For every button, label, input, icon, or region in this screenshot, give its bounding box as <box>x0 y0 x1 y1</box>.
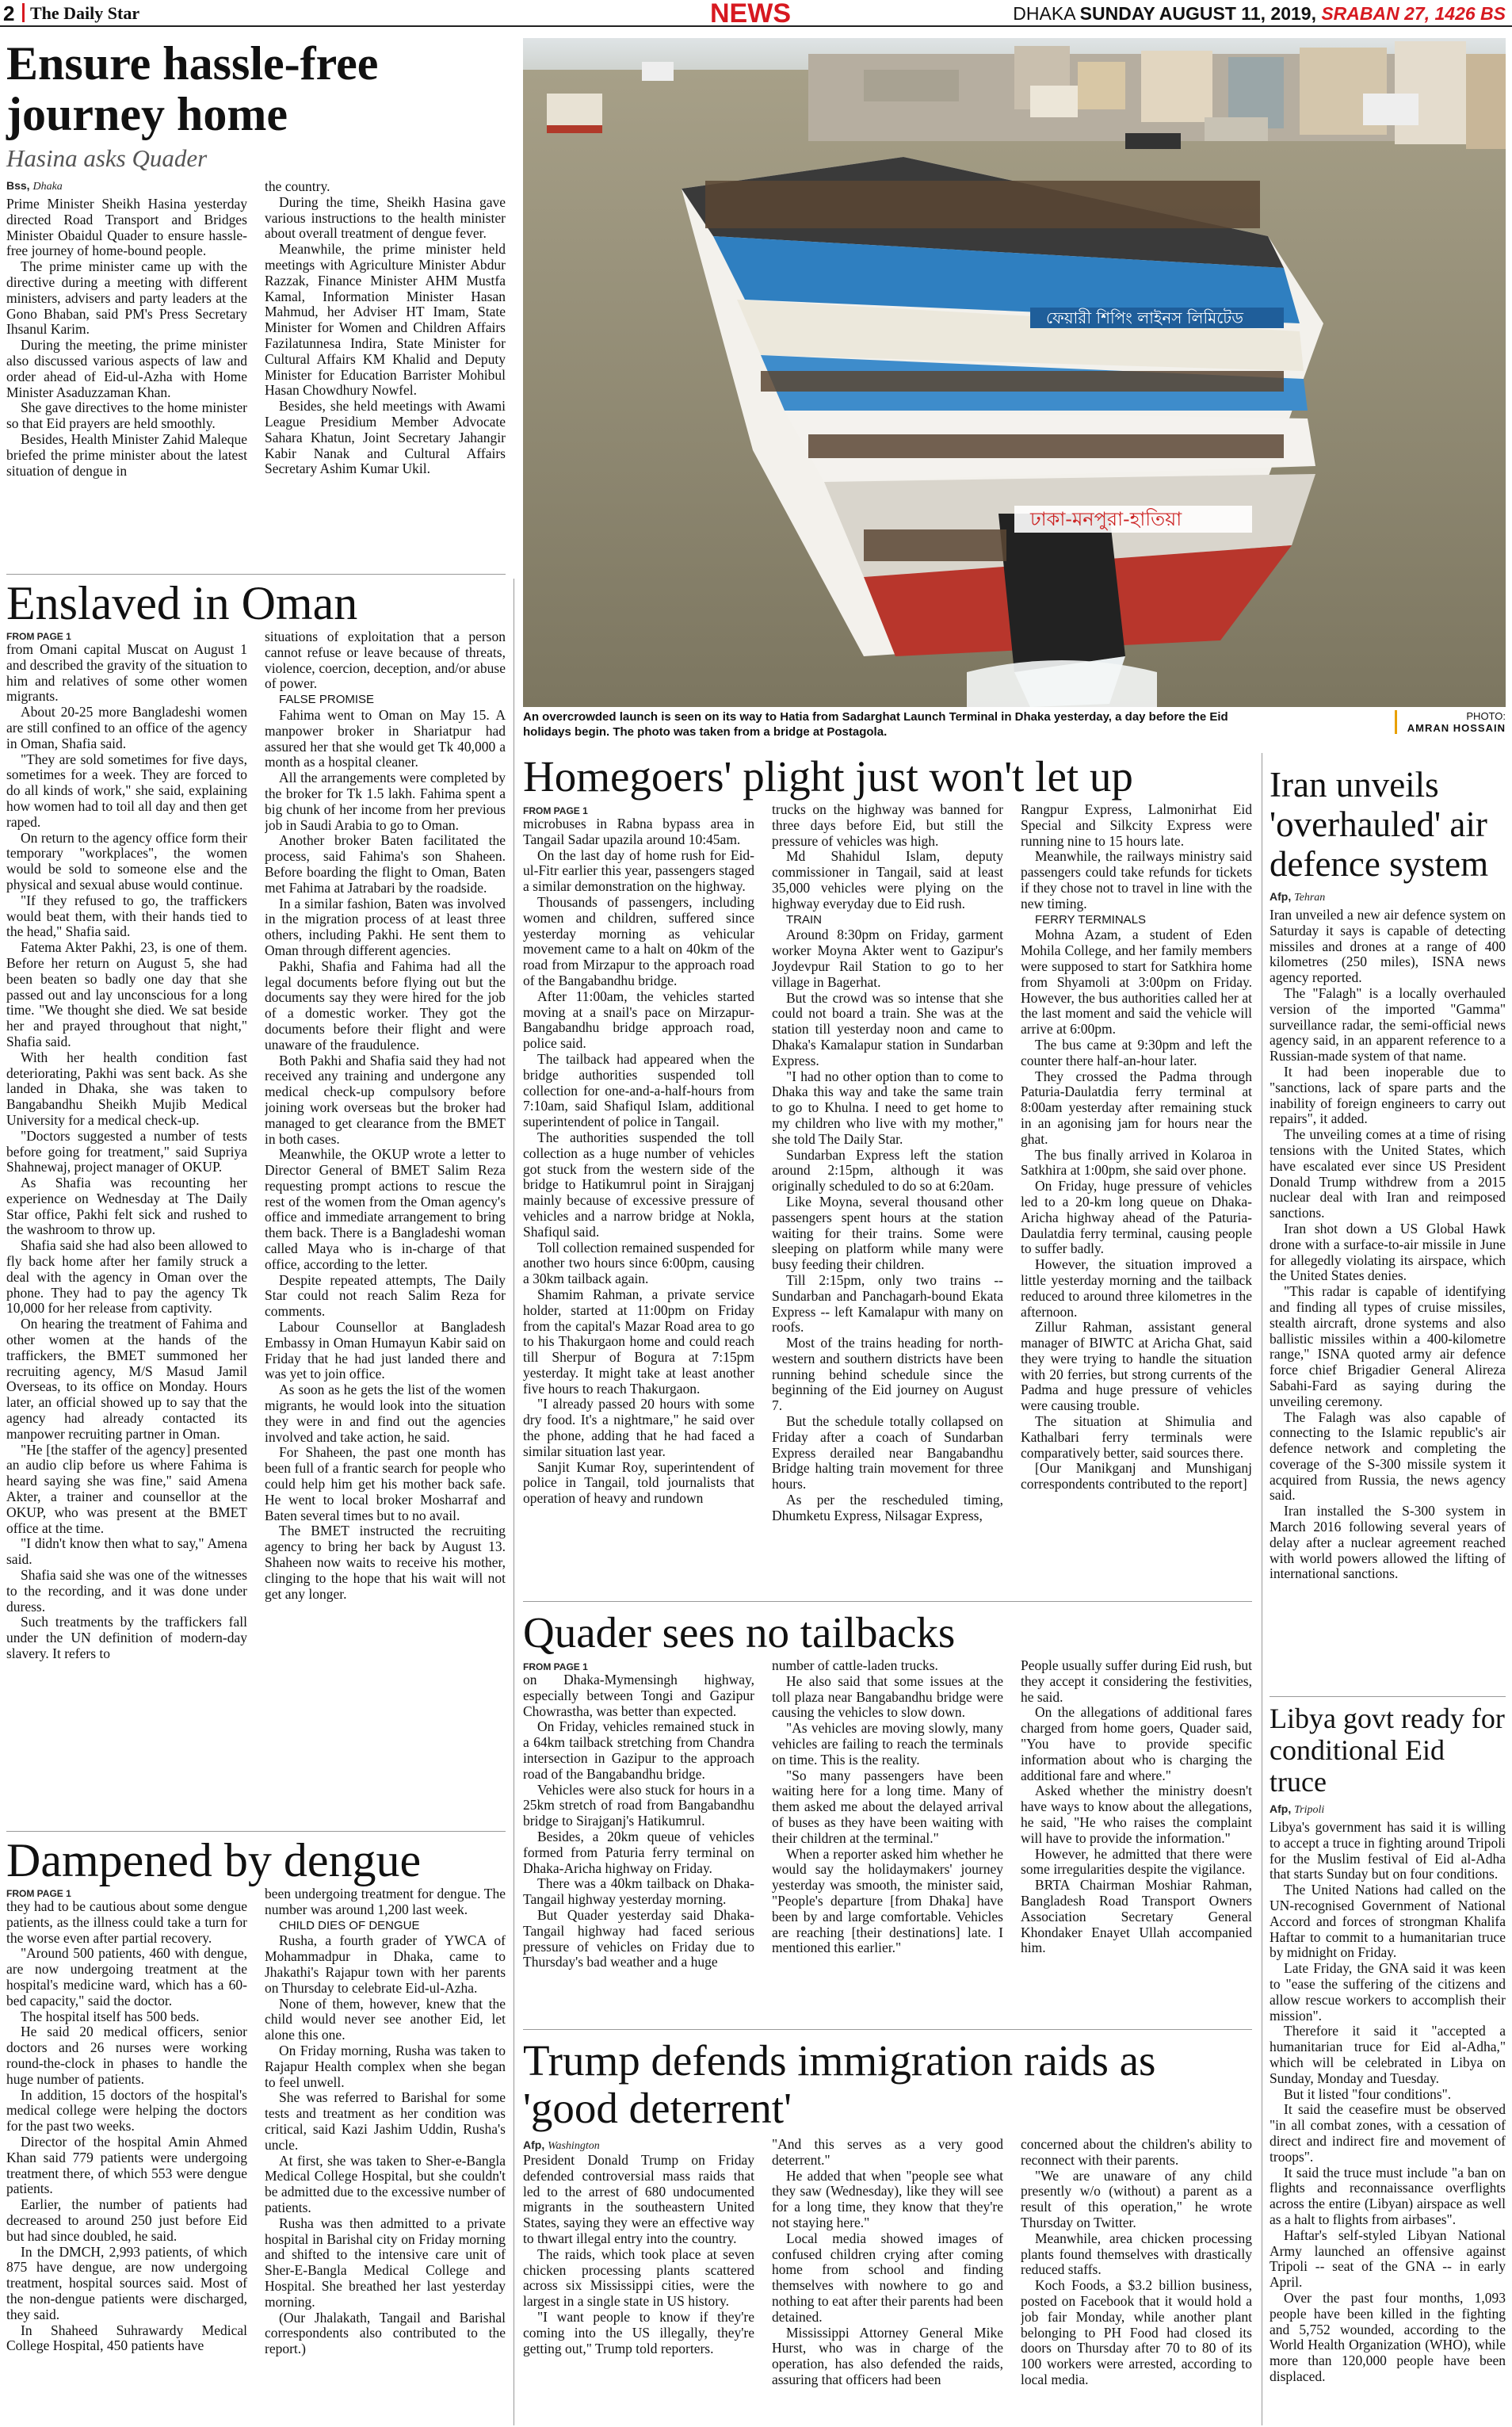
paragraph: Iran unveiled a new air defence system on Saturday it says is capable of detecting missiles and drones at a range of 400 kilometres (250 miles), ISNA news agency reported. <box>1270 908 1506 986</box>
paragraph: On hearing the treatment of Fahima and other women at the hands of the traffickers, the BMET summoned her recruiting agency, M/S Masud Jamil Overseas, to its office on Monday. Hours later, an official showed up to say that the agency had already contacted its manpower recruiting partner in Oman. <box>6 1316 247 1442</box>
paragraph: President Donald Trump on Friday defended controversial mass raids that led to the arrest of 680 undocumented migrants in the southeastern United States, saying they were an effective way to thwart illegal entry into the country. <box>523 2153 754 2246</box>
paragraph: The BMET instructed the recruiting agency to bring her back by August 13. Shaheen now waits to receive his mother, clinging to the hope that his wait will not get any longer. <box>265 1523 506 1602</box>
paragraph: CHILD DIES OF DENGUE <box>279 1918 420 1932</box>
paragraph: She gave directives to the home minister so that Eid prayers are held smoothly. <box>6 399 247 432</box>
paragraph: Besides, she held meetings with Awami League Presidium Member Advocate Sahara Khatun, Joint Secretary Jahangir Kabir Nanak and Cultural Affairs Secretary Ashim Kumar Ukil. <box>265 398 506 477</box>
paragraph: Rusha was then admitted to a private hospital in Barishal city on Friday morning and shifted to the intensive care unit of Sher-E-Bangla Medical College and Hospital. She breathed her last yesterday morning. <box>265 2215 506 2310</box>
paragraph: TRAIN <box>786 912 822 927</box>
headline: Quader sees no tailbacks <box>523 1608 956 1657</box>
paragraph: situations of exploitation that a person cannot refuse or leave because of threats, violence, coercion, deception, and/or abuse of power. <box>265 629 506 692</box>
paragraph: But the schedule totally collapsed on Friday after a coach of Sundarban Express derailed near Bangabandhu Bridge halting train movement for three hours. <box>772 1413 1003 1493</box>
paragraph: Vehicles were also stuck for hours in a 25km stretch of road from Bangabandhu bridge to Sirajganj's Hatikumrul. <box>523 1781 754 1829</box>
paragraph: Till 2:15pm, only two trains -- Sundarban and Panchagarh-bound Ekata Express -- left Kamalapur with many on roofs. <box>772 1271 1003 1336</box>
paragraph: Prime Minister Sheikh Hasina yesterday directed Road Transport and Bridges Minister Obaidul Quader to ensure hassle-free journey of home-bound people. <box>6 197 247 259</box>
byline <box>1270 890 1506 904</box>
paragraph: trucks on the highway was banned for three days before Eid, but still the pressure of vehicles was high. <box>772 802 1003 849</box>
col <box>1270 908 1506 1637</box>
article-iran-air-defence <box>1270 765 1506 1708</box>
paragraph: Mohna Azam, a student of Eden Mohila College, and her family members were supposed to start for Satkhira home from Shyamoli at 3:00pm on Friday. However, the bus authorities called her at the last moment and said the vehicle will arrive at 6:00pm. <box>1021 927 1252 1038</box>
paragraph: As Shafia was recounting her experience on Wednesday at The Daily Star office, Pakhi felt sick and rushed to the washroom to throw up. <box>6 1175 247 1238</box>
paragraph: Fatema Akter Pakhi, 23, is one of them. Before her return on August 5, she had been beaten so badly one day that she passed out and lay unconscious for a long time. "We thought she died. We sat beside her and prayed throughout that night," Shafia said. <box>6 939 247 1049</box>
byline-place: Tripoli <box>1294 1804 1325 1816</box>
paragraph: Besides, a 20km queue of vehicles formed from Paturia ferry terminal on Dhaka-Aricha highway on Friday. <box>523 1828 754 1876</box>
paragraph: About 20-25 more Bangladeshi women are still confined to an office of the agency in Oman, Shafia said. <box>6 704 247 751</box>
byline-place: Washington <box>548 2140 600 2152</box>
paragraph: Mississippi Attorney General Mike Hurst, who was in charge of the operation, has also defended the raids, assuring that officers had been <box>772 2324 1003 2387</box>
paragraph: Shafia said she had also been allowed to fly back home after her family struck a deal with the agency in Oman over the phone. They had to pay the agency Tk 10,000 for her release from captivity. <box>6 1237 247 1317</box>
paragraph: Besides, Health Minister Zahid Maleque briefed the prime minister about the latest situation of dengue in <box>6 430 247 479</box>
paragraph: Shafia said she was one of the witnesses to the recording, and it was done under duress. <box>6 1567 247 1615</box>
paragraph: She was referred to Barishal for some tests and treatment as her condition was critical, said Kazi Jashim Uddin, Rusha's uncle. <box>265 2089 506 2153</box>
byline-agency: Afp, <box>1270 1802 1292 1815</box>
page-number: 2 <box>3 2 15 25</box>
paragraph: Most of the trains heading for north-western and southern districts have been running behind schedule since the beginning of the Eid journey on August 7. <box>772 1335 1003 1414</box>
paragraph: But Quader yesterday said Dhaka-Tangail highway had faced serious pressure of vehicles on Friday due to Thursday's bad weather and a huge <box>523 1906 754 1970</box>
paragraph: Haftar's self-styled Libyan National Army launched an offensive against Tripoli -- seat of the GNA -- in early April. <box>1270 2226 1506 2291</box>
article-trump-defends-raids <box>523 2037 1252 2425</box>
col <box>523 2153 754 2418</box>
col <box>1021 802 1252 1597</box>
dateline <box>1013 3 1506 25</box>
paragraph: Fahima went to Oman on May 15. A manpower broker in Shariatpur had assured her that she would get Tk 40,000 a month as a hospital cleaner. <box>265 706 506 770</box>
paragraph: Md Shahidul Islam, deputy commissioner in Tangail, said at least 35,000 vehicles were plying on the highway everyday due to Eid rush. <box>772 848 1003 912</box>
paragraph: The raids, which took place at seven chicken processing plants scattered across six Mississippi cities, were the largest in a single state in US history. <box>523 2245 754 2310</box>
paragraph: He also said that some issues at the toll plaza near Bangabandhu bridge were causing the vehicles to slow down. <box>772 1672 1003 1721</box>
paragraph: The United Nations had called on the UN-recognised Government of National Accord and forces of strongman Khalifa Haftar to commit to a humanitarian truce by midnight on Friday. <box>1270 1882 1506 1961</box>
paragraph: Despite repeated attempts, The Daily Star could not reach Salim Reza for comments. <box>265 1271 506 1320</box>
paragraph: On the last day of home rush for Eid-ul-Fitr earlier this year, passengers staged a similar demonstration on the highway. <box>523 847 754 895</box>
paragraph: The bus finally arrived in Kolaroa in Satkhira at 1:00pm, she said over phone. <box>1021 1146 1252 1179</box>
paragraph: number of cattle-laden trucks. <box>772 1658 938 1673</box>
from-page: FROM PAGE 1 <box>6 631 71 642</box>
paragraph: "They are sold sometimes for five days, sometimes for a week. They are forced to do all kinds of work," she said, explaining how women had to toil all day and then get raped. <box>6 751 247 830</box>
paragraph: In the DMCH, 2,993 patients, of which 875 have dengue, are now undergoing treatment, hospital sources said. Most of the non-dengue patients were discharged, they said. <box>6 2243 247 2322</box>
article-enslaved-in-oman <box>6 579 506 1827</box>
col <box>772 2137 1003 2418</box>
paragraph: However, the situation improved a little yesterday morning and the tailback reduced to around three kilometres in the afternoon. <box>1021 1256 1252 1320</box>
paragraph: the country. <box>265 179 330 194</box>
paragraph: The "Falagh" is a locally overhauled version of the imported "Gamma" surveillance radar, the semi-official news agency said, in an apparent reference to a Russian-made system of that name. <box>1270 984 1506 1064</box>
col <box>772 1658 1003 2045</box>
paragraph: Like Moyna, several thousand other passengers spent hours at the station waiting for their trains. Some were sleeping on platform while many were busy feeding their children. <box>772 1193 1003 1273</box>
article-libya-truce <box>1270 1703 1506 2424</box>
paragraph: Asked whether the ministry doesn't have ways to know about the allegations, he said, "He who raises the complaint will have to provide the information." <box>1021 1783 1252 1846</box>
paragraph: Koch Foods, a $3.2 billion business, posted on Facebook that it would hold a job fair Monday, while another plant belonging to PH Food had closed its doors on Thursday after 70 to 80 of its 100 workers were arrested, according to local media. <box>1021 2277 1252 2387</box>
paragraph: "Doctors suggested a number of tests before going for treatment," said Supriya Shahnewaj, project manager of OKUP. <box>6 1127 247 1175</box>
paragraph: In a similar fashion, Baten was involved in the migration process of at least three others, including Pakhi. He sent them to Oman through different agencies. <box>265 895 506 958</box>
paragraph: Meanwhile, the OKUP wrote a letter to Director General of BMET Salim Reza requesting prompt actions to rescue the rest of the women from the Oman agency's office and immediate arrangement to bring them back. There is a Bangladeshi woman called Maya who is in-charge of that office, according to the letter. <box>265 1146 506 1272</box>
paragraph: on Dhaka-Mymensingh highway, especially between Tongi and Gazipur Chowrastha, was better than expected. <box>523 1672 754 1719</box>
paragraph: All the arrangements were completed by the broker for Tk 1.5 lakh. Fahima spent a big chunk of her income from her previous job in Saudi Arabia to go to Oman. <box>265 770 506 833</box>
headline: Iran unveils 'overhauled' air defence system <box>1270 765 1489 884</box>
paragraph: Pakhi, Shafia and Fahima had all the legal documents before flying out but the documents say they were hired for the job of a domestic worker. They got the documents before their flight and were unaware of the fraudulence. <box>265 957 506 1053</box>
paragraph: "We are unaware of any child presently w/o (without) a parent as a result of this operation," he wrote Thursday on Twitter. <box>1021 2167 1252 2230</box>
paragraph: Late Friday, the GNA said it was keen to "ease the suffering of the citizens and allow rescue workers to accomplish their mission". <box>1270 1960 1506 2024</box>
article-quader-sees-no-tailbacks <box>523 1609 1252 2021</box>
paragraph: Another broker Baten facilitated the process, said Fahima's son Shaheen. Before boarding the flight to Oman, Baten met Fahima at Jatrabari by the roadside. <box>265 832 506 896</box>
paragraph: They crossed the Padma through Paturia-Daulatdia ferry terminal at 8:00am yesterday after remaining stuck in an agonising jam for hours near the ghat. <box>1021 1068 1252 1147</box>
paragraph: In addition, 15 doctors of the hospital's medical college were helping the doctors for the past two weeks. <box>6 2086 247 2135</box>
paragraph: Zillur Rahman, assistant general manager of BIWTC at Aricha Ghat, said they were trying to handle the situation with 20 ferries, but strong currents of the Padma and huge pressure of vehicles were causing trouble. <box>1021 1319 1252 1414</box>
paragraph: It said the ceasefire must be observed "in all combat zones, with a cessation of direct and indirect fire and movement of troops". <box>1270 2101 1506 2165</box>
paragraph: "As vehicles are moving slowly, many vehicles are failing to reach the terminals on time. This is the reality. <box>772 1720 1003 1768</box>
paragraph: "I had no other option than to come to Dhaka this way and take the same train to go to Khulna. I need to get home to my children who live with my mother," she told The Daily Star. <box>772 1068 1003 1147</box>
paragraph: Rusha, a fourth grader of YWCA of Mohammadpur in Dhaka, came to Jhakathi's Rajapur town with her parents on Thursday to celebrate Eid-ul-Azha. <box>265 1932 506 1996</box>
col <box>6 1899 247 2422</box>
col <box>265 629 506 1831</box>
paragraph: "I want people to know if they're coming into the US illegally, they're getting out," Trump told reporters. <box>523 2308 754 2356</box>
from-page: FROM PAGE 1 <box>523 805 588 816</box>
launch-photo-illustration <box>523 38 1506 707</box>
dateline-city: DHAKA <box>1013 3 1075 24</box>
photo-caption: An overcrowded launch is seen on its way to Hatia from Sadarghat Launch Terminal in Dhaka yesterday, a day before the Eid holidays begin. The photo was taken from a bridge at Postagola. <box>523 710 1228 739</box>
ship-sign-company: ফেয়ারী শিপিং লাইনস লিমিটেড <box>1046 308 1243 327</box>
paragraph: On Friday, huge pressure of vehicles led to a 20-km long queue on Dhaka-Aricha highway ahead of the Paturia-Daulatdia ferry terminal, causing people to suffer badly. <box>1021 1178 1252 1257</box>
byline-place: Tehran <box>1294 892 1326 904</box>
paragraph: Therefore it said it "accepted a humanitarian truce for Eid al-Adha," which will be celebrated in Libya on Sunday, Monday and Tuesday. <box>1270 2023 1506 2086</box>
paragraph: Around 8:30pm on Friday, garment worker Moyna Akter went to Gazipur's Joydevpur Rail Station to go to her village in Bagerhat. <box>772 927 1003 990</box>
paragraph: People usually suffer during Eid rush, but they accept it considering the festivities, he said. <box>1021 1658 1252 1705</box>
paragraph: With her health condition fast deteriorating, Pakhi was sent back. As she landed in Dhaka, she was taken to Bangabandhu Sheikh Mujib Medical University for a medical check-up. <box>6 1049 247 1128</box>
paragraph: Such treatments by the traffickers fall under the UN definition of modern-day slavery. It refers to <box>6 1614 247 1661</box>
paragraph: At first, she was taken to Sher-e-Bangla Medical College Hospital, but she couldn't be admitted due to the excessive number of patients. <box>265 2152 506 2215</box>
col <box>772 802 1003 1597</box>
paragraph: When a reporter asked him whether he would say the holidaymakers' journey yesterday was smooth, the minister said, "People's departure [from Dhaka] have been by and large comfortable. Vehicles are reaching [their destinations] late. I mentioned this earlier." <box>772 1845 1003 1956</box>
paragraph: The unveiling comes at a time of rising tensions with the United States, which have escalated ever since US President Donald Trump withdrew from a 2015 nuclear deal with Iran and reimposed sanctions. <box>1270 1126 1506 1221</box>
paragraph: been undergoing treatment for dengue. The number was around 1,200 last week. <box>265 1886 506 1917</box>
byline-agency: Afp, <box>523 2138 545 2151</box>
masthead-bar <box>0 0 1512 27</box>
headline: Enslaved in Oman <box>6 577 358 629</box>
col <box>1270 1820 1506 2422</box>
page-number-divider <box>22 3 25 22</box>
wake <box>967 660 1157 707</box>
paragraph: "And this serves as a very good deterrent." <box>772 2137 1003 2168</box>
col <box>1021 1658 1252 2045</box>
paragraph: However, he admitted that there were some irregularities despite the vigilance. <box>1021 1845 1252 1878</box>
byline-agency: Afp, <box>1270 890 1292 903</box>
paragraph: FALSE PROMISE <box>279 693 375 707</box>
paragraph: BRTA Chairman Moshiar Rahman, Bangladesh Road Transport Owners Association Secretary General Khondaker Enayet Ullah accompanied him. <box>1021 1877 1252 1956</box>
paragraph: On return to the agency office form their temporary "workplaces", the women would be sold to someone else and the physical and sexual abuse would continue. <box>6 829 247 892</box>
paragraph: On Friday morning, Rusha was taken to Rajapur Health complex when she began to feel unwell. <box>265 2042 506 2090</box>
article-homegoers-plight <box>523 753 1252 1585</box>
paragraph: During the time, Sheikh Hasina gave various instructions to the health minister about overall treatment of dengue fever. <box>265 193 506 242</box>
paragraph: Rangpur Express, Lalmonirhat Eid Special and Silkcity Express were running nine to 15 hours late. <box>1021 802 1252 849</box>
headline: Ensure hassle-free journey home <box>6 37 379 140</box>
credit-name: AMRAN HOSSAIN <box>1407 722 1506 734</box>
col <box>523 1672 754 2045</box>
paragraph: He added that when "people see what they saw (Wednesday), like they will see for a long time, they know that they're not staying here." <box>772 2167 1003 2230</box>
paragraph: The situation at Shimulia and Kathalbari ferry terminals were comparatively better, said sources there. <box>1021 1413 1252 1461</box>
headline: Trump defends immigration raids as 'good deterrent' <box>523 2036 1156 2132</box>
byline <box>1270 1802 1506 1817</box>
paragraph: The prime minister came up with the directive during a meeting with different ministers, advisers and party leaders at the Gono Bhaban, said PM's Press Secretary Ihsanul Karim. <box>6 258 247 338</box>
section-label: NEWS <box>710 0 791 29</box>
paragraph: "I already passed 20 hours with some dry food. It's a nightmare," he said over the phone, adding that he had faced a similar situation last year. <box>523 1396 754 1459</box>
paragraph: Shamim Rahman, a private service holder, started at 11:00pm on Friday from the capital's Mazar Road area to go to his Thakurgaon home and could reach till Sherpur of Bogura at 7:15pm yesterday. It might take at least another five hours to reach Thakurgaon. <box>523 1286 754 1397</box>
paragraph: It said the truce must include "a ban on flights and reconnaissance overflights across the entire (Libyan) airspace as well as a halt to flights from airbases". <box>1270 2164 1506 2227</box>
paragraph: The bus came at 9:30pm and left the counter there half-an-hour later. <box>1021 1036 1252 1068</box>
paragraph: On Friday, vehicles remained stuck in a 64km tailback stretching from Chandra intersection in Gazipur to the approach road of the Bangabandhu bridge. <box>523 1718 754 1782</box>
paragraph: He said 20 medical officers, senior doctors and 26 nurses were working round-the-clock in phases to handle the huge number of patients. <box>6 2024 247 2087</box>
from-page: FROM PAGE 1 <box>6 1888 71 1899</box>
paragraph: There was a 40km tailback on Dhaka-Tangail highway yesterday morning. <box>523 1875 754 1908</box>
paragraph: Both Pakhi and Shafia said they had not received any training and undergone any medical check-up compulsory before joining work overseas but the broker had managed to get clearance from the BMET in both cases. <box>265 1052 506 1147</box>
paragraph: None of them, however, knew that the child would never see another Eid, let alone this one. <box>265 1995 506 2043</box>
paragraph: Sanjit Kumar Roy, superintendent of police in Tangail, told journalists that operation of heavy and rundown <box>523 1458 754 1507</box>
paragraph: Director of the hospital Amin Ahmed Khan said 779 patients were undergoing treatment there, of which 553 were dengue patients. <box>6 2133 247 2197</box>
paragraph: from Omani capital Muscat on August 1 and described the gravity of the situation to him and relatives of some other women migrants. <box>6 642 247 705</box>
paragraph: Toll collection remained suspended for another two hours since 6:00pm, causing a 30km tailback again. <box>523 1239 754 1287</box>
paragraph: microbuses in Rabna bypass area in Tangail Sadar upazila around 10:45am. <box>523 816 754 847</box>
col <box>265 179 506 545</box>
paragraph: "Around 500 patients, 460 with dengue, are now undergoing treatment at the hospital's medicine ward, which has a 60-bed capacity," said the doctor. <box>6 1945 247 2008</box>
paragraph: [Our Manikganj and Munshiganj correspondents contributed to the report] <box>1021 1460 1252 1493</box>
paper-logo: The Daily Star <box>30 3 140 23</box>
dateline-bangla: SRABAN 27, 1426 BS <box>1321 3 1506 24</box>
col <box>6 197 247 545</box>
paragraph: Over the past four months, 1,093 people have been killed in the fighting and 5,752 wounded, according to the World Health Organization (WHO), while more than 120,000 people have been displaced. <box>1270 2289 1506 2384</box>
paragraph: After 11:00am, the vehicles started moving at a snail's pace on Mirzapur-Bangabandhu bridge approach road, police said. <box>523 988 754 1052</box>
paragraph: Iran shot down a US Global Hawk drone with a surface-to-air missile in June for allegedly violating its airspace, which the United States denies. <box>1270 1220 1506 1284</box>
byline-place: Dhaka <box>32 181 63 193</box>
from-page: FROM PAGE 1 <box>523 1661 588 1672</box>
paragraph: Labour Counsellor at Bangladesh Embassy in Oman Humayun Kabir said on Friday that he had just landed there and was yet to join office. <box>265 1319 506 1382</box>
paragraph: During the meeting, the prime minister also discussed various aspects of law and order ahead of Eid-ul-Azha with Home Minister Asaduzzaman Khan. <box>6 337 247 400</box>
photo-credit <box>1395 710 1506 734</box>
paragraph: The tailback had appeared when the bridge authorities suspended toll collection for one-and-a-half-hours from 7:10am, said Shafiqul Islam, additional superintendent of police in Tangail. <box>523 1050 754 1130</box>
col <box>1021 2137 1252 2418</box>
lead-photo <box>523 38 1506 707</box>
paragraph: Sundarban Express left the station around 2:15pm, although it was originally scheduled to do so at 6:20am. <box>772 1146 1003 1194</box>
paragraph: Local media showed images of confused children crying after coming home from school and finding themselves with nowhere to go and nothing to eat after their parents had been detained. <box>772 2230 1003 2325</box>
paragraph: they had to be cautious about some dengue patients, as the illness could take a turn for the worse even after partial recovery. <box>6 1899 247 1946</box>
paragraph: The Falagh was also capable of connecting to the Islamic republic's air defence network and completing the coverage of the S-300 missile system it acquired from Russia, the news agency said. <box>1270 1408 1506 1504</box>
headline: Homegoers' plight just won't let up <box>523 752 1133 801</box>
paragraph: On the allegations of additional fares charged from home goers, Quader said, "You have to provide specific information about who is charging the additional fare and where." <box>1021 1704 1252 1783</box>
paragraph: But the crowd was so intense that she could not board a train. She was at the station till yesterday noon and came to Dhaka's Kamalapur station in Sundarban Express. <box>772 989 1003 1068</box>
paragraph: In Shaheed Suhrawardy Medical College Hospital, 450 patients have <box>6 2322 247 2354</box>
paragraph: As soon as he gets the list of the women migrants, he would look into the situation they were in and find out the agencies involved and take action, he said. <box>265 1382 506 1445</box>
col <box>523 816 754 1597</box>
paragraph: For Shaheen, the past one month has been full of a frantic search for people who could help him get his mother back safe. He went to local broker Mosharraf and Baten several times but to no avail. <box>265 1444 506 1523</box>
subheadline: Hasina asks Quader <box>6 144 208 172</box>
article-dampened-by-dengue <box>6 1836 506 2422</box>
paragraph: Thousands of passengers, including women and children, suffered since yesterday morning as vehicular movement came to a halt on 40km of the road from Mirzapur to the approach road of the Bangabandhu bridge. <box>523 893 754 988</box>
dateline-date: SUNDAY AUGUST 11, 2019, <box>1079 3 1316 24</box>
paragraph: concerned about the children's ability to reconnect with their parents. <box>1021 2137 1252 2168</box>
paragraph: As per the rescheduled timing, Dhumketu Express, Nilsagar Express, <box>772 1492 1003 1523</box>
paragraph: "If they refused to go, the traffickers would beat them, with their hands tied to the head," Shafia said. <box>6 892 247 940</box>
paragraph: "I didn't know then what to say," Amena said. <box>6 1535 247 1568</box>
paragraph: "He [the staffer of the agency] presented an audio clip before us where Fahima is heard saying she was fine," said Amena Akter, a trainer and counsellor at the OKUP, who was present at the BMET office at the time. <box>6 1441 247 1536</box>
paragraph: FERRY TERMINALS <box>1035 912 1147 927</box>
paragraph: The hospital itself has 500 beds. <box>21 2008 200 2024</box>
paragraph: Earlier, the number of patients had decreased to around 250 just before Eid but had since doubled, he said. <box>6 2196 247 2244</box>
paragraph: Meanwhile, the prime minister held meetings with Agriculture Minister Abdur Razzak, Finance Minister AHM Mustfa Kamal, Information Minister Hasan Mahmud, her Adviser HT Imam, State Minister for Women and Children Affairs Fazilatunnesa Indira, State Minister for Cultural Affairs KM Khalid and Deputy Minister for Education Barrister Mohibul Hasan Chowdhury Nowfel. <box>265 241 506 399</box>
paragraph: "This radar is capable of identifying and finding all types of cruise missiles, stealth aircraft, drone systems and also ballistic missiles within a 400-kilometre range," ISNA quoted army air defence force chief Brigadier General Alireza Sabahi-Fard as saying during the unveiling ceremony. <box>1270 1283 1506 1409</box>
paragraph: (Our Jhalakath, Tangail and Barishal correspondents also contributed to the report.) <box>265 2309 506 2357</box>
headline: Dampened by dengue <box>6 1834 422 1886</box>
paragraph: Meanwhile, the railways ministry said passengers could take refunds for tickets if they chose not to travel in line with the new timing. <box>1021 848 1252 912</box>
paragraph: It had been inoperable due to "sanctions, lack of spare parts and the inability of foreign engineers to carry out repairs", it added. <box>1270 1063 1506 1127</box>
paragraph: Iran installed the S-300 system in March 2016 following several years of delay after a nuclear agreement reached with world powers allowed the lifting of international sanctions. <box>1270 1503 1506 1582</box>
credit-label: PHOTO: <box>1466 710 1506 722</box>
paragraph: But it listed "four conditions". <box>1284 2085 1452 2102</box>
article-ensure-hassle-free <box>6 38 506 588</box>
paragraph: "So many passengers have been waiting here for a long time. Many of them asked me about the delayed arrival of buses as they have been waiting with their children at the terminal." <box>772 1767 1003 1846</box>
paragraph: Meanwhile, area chicken processing plants found themselves with drastically reduced staffs. <box>1021 2230 1252 2278</box>
col <box>6 642 247 1831</box>
byline-agency: Bss, <box>6 179 30 192</box>
headline: Libya govt ready for conditional Eid truce <box>1270 1703 1505 1798</box>
ship-sign-route: ঢাকা-মনপুরা-হাতিয়া <box>1030 508 1182 530</box>
col <box>265 1886 506 2422</box>
paragraph: Libya's government has said it is willing to accept a truce in fighting around Tripoli for the Muslim festival of Eid al-Adha that starts Sunday but on four conditions. <box>1270 1820 1506 1882</box>
paragraph: The authorities suspended the toll collection as a huge number of vehicles got stuck from the western side of the bridge to Hatikumrul point in Sirajganj mainly because of excessive pressure of vehicles and a narrow bridge at Nokla, Shafiqul said. <box>523 1129 754 1240</box>
